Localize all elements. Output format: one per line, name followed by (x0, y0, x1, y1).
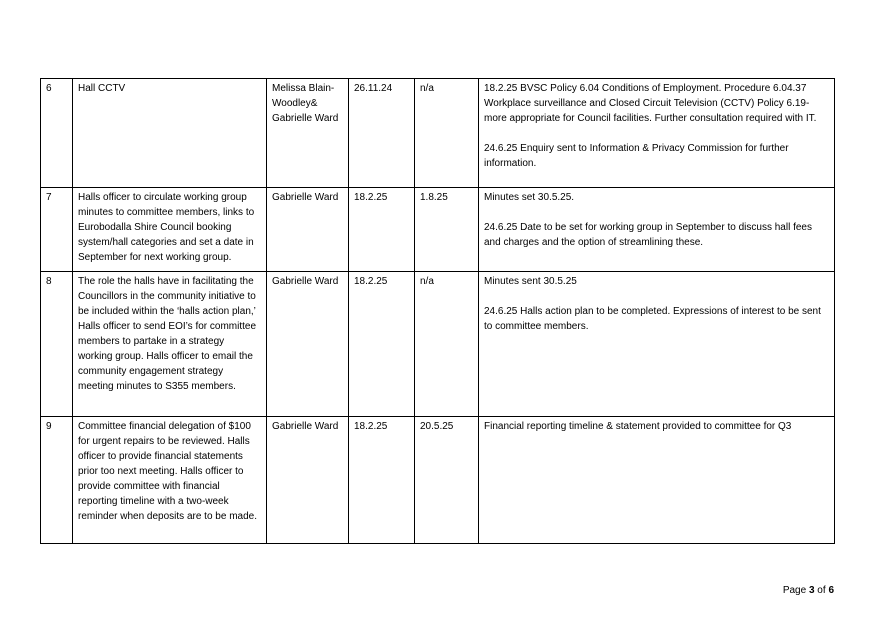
responsible-officer: Gabrielle Ward (267, 417, 349, 544)
action-description (73, 272, 267, 417)
status-notes (479, 79, 835, 188)
date-raised: 18.2.25 (349, 188, 415, 272)
action-items-table (40, 78, 835, 544)
table-row (41, 188, 835, 272)
table-row (41, 272, 835, 417)
note-paragraph: 24.6.25 Date to be set for working group in September to discuss hall fees and charges and the option of streamlining these. (484, 222, 812, 248)
page-footer (783, 584, 834, 597)
note-paragraph: Minutes set 30.5.25. (484, 192, 575, 203)
row-number: 8 (41, 272, 73, 417)
row-number: 6 (41, 79, 73, 188)
responsible-officer: Melissa Blain-Woodley& Gabrielle Ward (267, 79, 349, 188)
action-paragraph: Halls officer to circulate working group minutes to committee members, links to Eurobodalla Shire Council booking system/hall categories and set a date in September for next working group. (78, 192, 255, 263)
action-paragraph: Hall CCTV (78, 83, 126, 94)
page-footer-middle: of (814, 585, 829, 596)
page-footer-prefix: Page (782, 585, 809, 596)
note-paragraph: 18.2.25 BVSC Policy 6.04 Conditions of Employment. Procedure 6.04.37 Workplace surveillance and Closed Circuit Television (CCTV) Policy 6.19- more appropriate for Council facilities. Further consultation required with IT. (484, 83, 817, 124)
date-due: n/a (415, 79, 479, 188)
note-paragraph: Financial reporting timeline & statement provided to committee for Q3 (484, 421, 792, 432)
date-raised: 26.11.24 (349, 79, 415, 188)
date-raised: 18.2.25 (349, 272, 415, 417)
responsible-officer: Gabrielle Ward (267, 272, 349, 417)
date-raised: 18.2.25 (349, 417, 415, 544)
responsible-officer: Gabrielle Ward (267, 188, 349, 272)
status-notes (479, 188, 835, 272)
date-due: n/a (415, 272, 479, 417)
action-paragraph: The role the halls have in facilitating the Councillors in the community initiative to be included within the ‘halls action plan,’ Halls officer to send EOI’s for committee members to partake in a strategy working group. Halls officer to email the community engagement strategy meeting minutes to S355 members. (78, 276, 257, 392)
table-row (41, 79, 835, 188)
note-paragraph: Minutes sent 30.5.25 (484, 276, 577, 287)
date-due: 1.8.25 (415, 188, 479, 272)
action-description (73, 79, 267, 188)
action-description (73, 417, 267, 544)
action-description (73, 188, 267, 272)
row-number: 9 (41, 417, 73, 544)
note-paragraph: 24.6.25 Enquiry sent to Information & Privacy Commission for further information. (484, 143, 789, 169)
status-notes (479, 272, 835, 417)
action-paragraph: Committee financial delegation of $100 for urgent repairs to be reviewed. Halls officer to provide financial statements prior too next meeting. Halls officer to provide committee with financial reporting timeline with a two-week reminder when deposits are to be made. (78, 421, 257, 522)
table-row (41, 417, 835, 544)
page-total: 6 (828, 585, 834, 596)
page-number: 3 (808, 585, 815, 596)
note-paragraph: 24.6.25 Halls action plan to be completed. Expressions of interest to be sent to committee members. (484, 306, 821, 332)
row-number: 7 (41, 188, 73, 272)
status-notes (479, 417, 835, 544)
date-due: 20.5.25 (415, 417, 479, 544)
